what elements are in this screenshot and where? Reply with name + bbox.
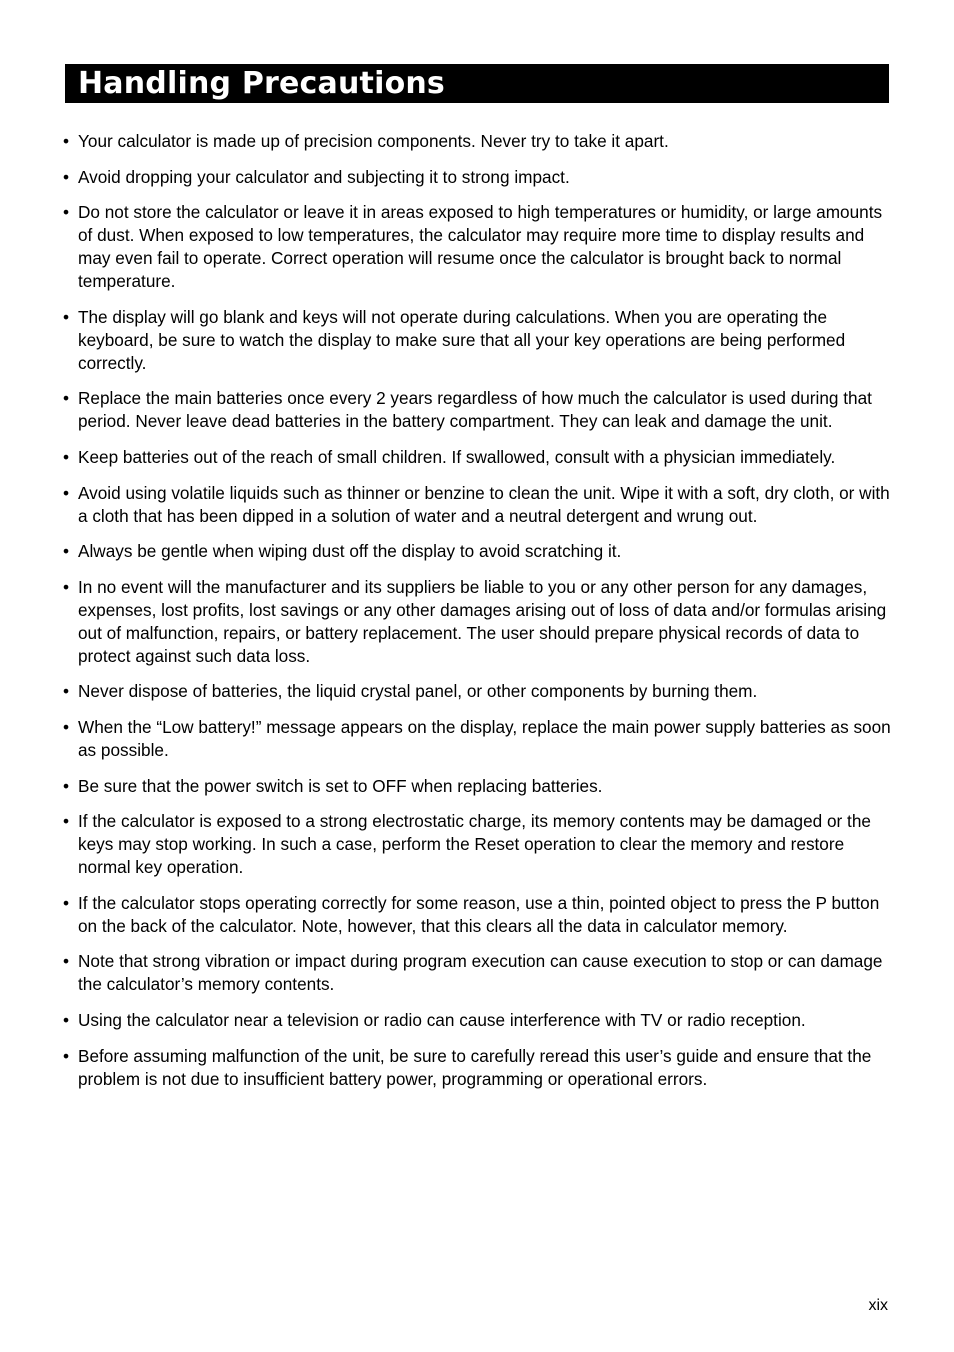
precaution-text: Be sure that the power switch is set to OFF when replacing batteries.: [78, 775, 603, 796]
precaution-text: Using the calculator near a television or radio can cause interference with TV or radio reception.: [78, 1009, 806, 1030]
precaution-text: If the calculator stops operating correctly for some reason, use a thin, pointed object to press the P button on the back of the calculator. Note, however, that this clears all the data in calculator memory.: [78, 892, 880, 936]
precaution-text: Replace the main batteries once every 2 years regardless of how much the calculator is used during that period. Never leave dead batteries in the battery compartment. They can leak and damage the unit.: [78, 388, 872, 432]
precaution-text: If the calculator is exposed to a strong electrostatic charge, its memory contents may be damaged or the keys may stop working. In such a case, perform the Reset operation to clear the memory and restore normal key operation.: [78, 811, 871, 878]
precaution-item: [63, 1045, 891, 1091]
precaution-item: [63, 576, 891, 668]
section-title-bar: [65, 64, 889, 103]
bullet-icon: •: [63, 681, 70, 702]
page-number: xix: [868, 1297, 888, 1314]
bullet-icon: •: [63, 131, 70, 151]
precaution-text: Keep batteries out of the reach of small children. If swallowed, consult with a physician immediately.: [78, 446, 836, 467]
page-title: Handling Precautions: [78, 66, 445, 101]
precaution-item: [63, 810, 891, 879]
precaution-item: [63, 680, 891, 703]
precaution-text: Never dispose of batteries, the liquid crystal panel, or other components by burning them.: [78, 681, 758, 702]
precaution-item: [63, 482, 891, 528]
bullet-icon: •: [63, 892, 70, 913]
precaution-text: Avoid dropping your calculator and subjecting it to strong impact.: [78, 166, 570, 187]
bullet-icon: •: [63, 1009, 70, 1030]
precaution-item: [63, 1009, 891, 1032]
precaution-item: [63, 201, 891, 293]
precaution-text: Your calculator is made up of precision components. Never try to take it apart.: [78, 131, 669, 151]
precaution-item: [63, 306, 891, 375]
bullet-icon: •: [63, 811, 70, 832]
precaution-text: When the “Low battery!” message appears on the display, replace the main power supply batteries as soon as possible.: [78, 716, 891, 760]
precaution-text: Note that strong vibration or impact during program execution can cause execution to stop or can damage the calculator’s memory contents.: [78, 951, 883, 995]
precaution-item: [63, 716, 891, 762]
bullet-icon: •: [63, 306, 70, 327]
precaution-text: The display will go blank and keys will not operate during calculations. When you are operating the keyboard, be sure to watch the display to make sure that all your key operations are being performed correctly.: [78, 306, 846, 373]
precaution-text: Always be gentle when wiping dust off the display to avoid scratching it.: [78, 541, 622, 562]
precaution-text: Do not store the calculator or leave it in areas exposed to high temperatures or humidity, or large amounts of dust. When exposed to low temperatures, the calculator may require more time to display results and may even fail to operate. Correct operation will resume once the calculator is brought back to normal temperature.: [78, 202, 883, 292]
bullet-icon: •: [63, 716, 70, 737]
precaution-item: [63, 950, 891, 996]
bullet-icon: •: [63, 202, 70, 223]
bullet-icon: •: [63, 166, 70, 187]
bullet-icon: •: [63, 951, 70, 972]
bullet-icon: •: [63, 482, 70, 503]
bullet-icon: •: [63, 1045, 70, 1066]
precaution-item: [63, 892, 891, 938]
bullet-icon: •: [63, 775, 70, 796]
bullet-icon: •: [63, 388, 70, 409]
precaution-text: Before assuming malfunction of the unit, be sure to carefully reread this user’s guide and ensure that the problem is not due to insufficient battery power, programming or operational errors.: [78, 1045, 872, 1089]
precaution-text: In no event will the manufacturer and its suppliers be liable to you or any other person for any damages, expenses, lost profits, lost savings or any other damages arising out of loss of data and/or formulas arising out of malfunction, repairs, or battery replacement. The user should prepare physical records of data to protect against such data loss.: [78, 576, 887, 666]
bullet-icon: •: [63, 446, 70, 467]
bullet-icon: •: [63, 541, 70, 562]
precaution-text: Avoid using volatile liquids such as thinner or benzine to clean the unit. Wipe it with a soft, dry cloth, or with a cloth that has been dipped in a solution of water and a neutral detergent and wrung out.: [78, 482, 890, 526]
precaution-item: [63, 775, 891, 798]
precaution-item: [63, 166, 891, 189]
precaution-item: [63, 446, 891, 469]
precaution-item: [63, 130, 891, 153]
precautions-list: [63, 130, 891, 1103]
bullet-icon: •: [63, 576, 70, 597]
precaution-item: [63, 387, 891, 433]
precaution-item: [63, 540, 891, 563]
